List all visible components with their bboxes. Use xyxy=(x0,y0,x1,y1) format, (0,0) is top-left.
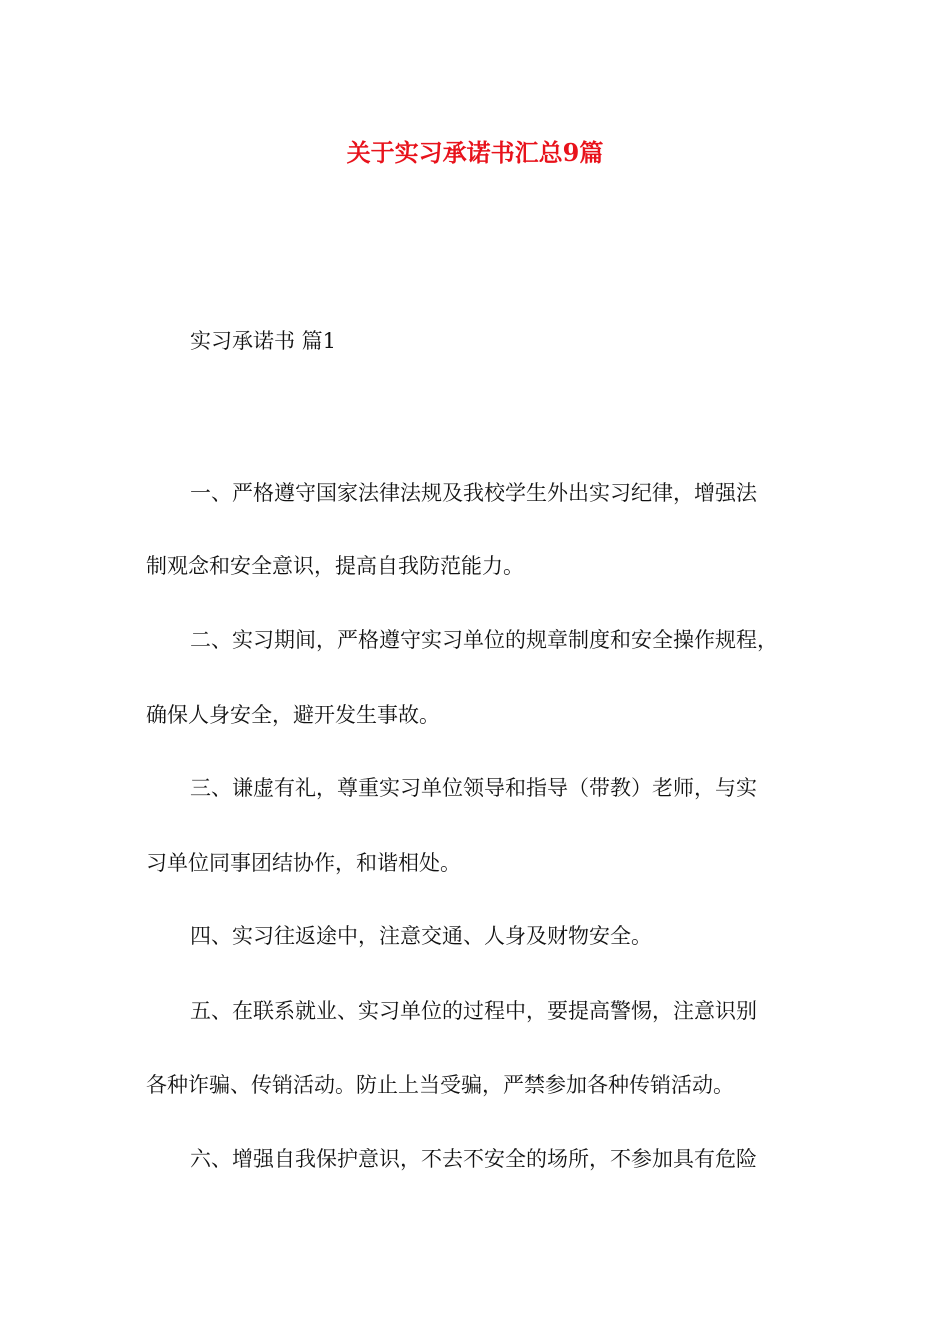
paragraph-line: 五、在联系就业、实习单位的过程中，要提高警惕，注意识别 xyxy=(190,999,757,1023)
paragraph-line: 制观念和安全意识，提高自我防范能力。 xyxy=(146,554,524,578)
paragraph-line: 一、严格遵守国家法律法规及我校学生外出实习纪律，增强法 xyxy=(190,481,757,505)
document-title: 关于实习承诺书汇总9篇 xyxy=(346,138,604,167)
paragraph-line: 二、实习期间，严格遵守实习单位的规章制度和安全操作规程， xyxy=(190,628,778,652)
paragraph-line: 各种诈骗、传销活动。防止上当受骗，严禁参加各种传销活动。 xyxy=(146,1073,734,1097)
paragraph-line: 确保人身安全，避开发生事故。 xyxy=(146,703,440,727)
paragraph-line: 六、增强自我保护意识，不去不安全的场所，不参加具有危险 xyxy=(190,1147,757,1171)
paragraph-line: 习单位同事团结协作，和谐相处。 xyxy=(146,851,461,875)
section-heading: 实习承诺书 篇1 xyxy=(190,329,337,353)
paragraph-line: 四、实习往返途中，注意交通、人身及财物安全。 xyxy=(190,924,652,948)
paragraph-line: 三、谦虚有礼，尊重实习单位领导和指导（带教）老师，与实 xyxy=(190,776,757,800)
